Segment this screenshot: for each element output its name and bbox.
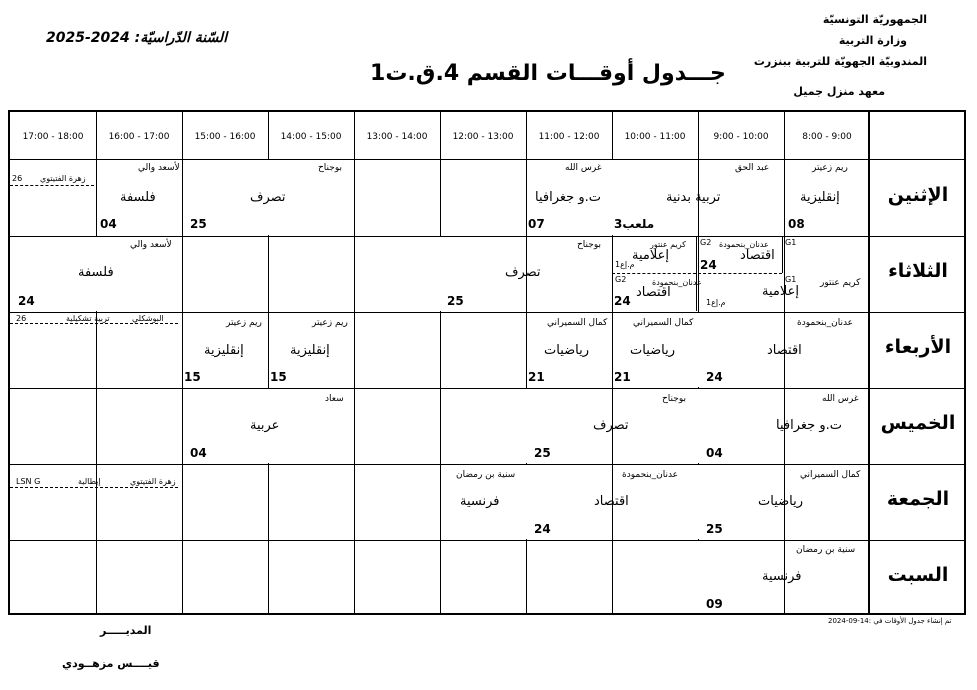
cell-room: 15 <box>270 370 287 384</box>
time-slot: 16:00 - 17:00 <box>108 132 170 142</box>
cell-room: LSN G <box>16 477 41 486</box>
cell-teacher: عدنان_بنحمودة <box>622 470 679 480</box>
cell-teacher: ريم زعيتر <box>312 318 348 328</box>
time-slot: 9:00 - 10:00 <box>713 132 769 142</box>
time-slot: 14:00 - 15:00 <box>280 132 342 142</box>
cell-room: 25 <box>190 217 207 231</box>
day-wednesday: الأربعاء <box>884 336 952 358</box>
cell-teacher: زهرة الفتيتوي <box>40 174 86 183</box>
cell-subject: إيطالية <box>78 477 101 486</box>
cell-subject: فلسفة <box>78 265 114 280</box>
cell-teacher: سنية بن رمضان <box>456 470 516 480</box>
cell-subject: اقتصاد <box>636 285 671 300</box>
republic-label: الجمهوريّة التونسيّة <box>822 13 927 26</box>
cell-subject: اقتصاد <box>594 494 629 509</box>
cell-teacher: عبد الحق <box>735 163 770 173</box>
day-friday: الجمعة <box>886 488 950 510</box>
cell-teacher: كريم عنتور <box>650 240 686 249</box>
cell-room: 08 <box>788 217 805 231</box>
time-slot: 13:00 - 14:00 <box>366 132 428 142</box>
cell-teacher: ريم زعيتر <box>812 163 848 173</box>
school-year: السّنة الدّراسيّة: 2024-2025 <box>46 30 228 46</box>
cell-teacher: بوجناح <box>577 240 601 250</box>
cell-room: م.إع1 <box>706 298 726 307</box>
cell-subject: اقتصاد <box>740 248 775 263</box>
group-tag: G1 <box>785 238 797 247</box>
cell-subject: إنقليزية <box>204 343 244 358</box>
cell-teacher: غرس الله <box>565 163 602 173</box>
cell-room: 04 <box>190 446 207 460</box>
cell-room: 25 <box>447 294 464 308</box>
cell-room: 24 <box>700 258 717 272</box>
day-saturday: السبت <box>887 564 949 586</box>
cell-teacher: ريم زعيتر <box>226 318 262 328</box>
group-tag: G2 <box>615 275 627 284</box>
cell-room: 25 <box>706 522 723 536</box>
cell-teacher: سعاد <box>325 394 344 404</box>
cell-teacher: بوجناح <box>662 394 686 404</box>
generated-stamp: تم إنشاء جدول الأوقات في :14-09-2024 <box>828 617 952 625</box>
cell-teacher: بوجناح <box>318 163 342 173</box>
cell-subject: تصرف <box>250 190 286 205</box>
day-monday: الإثنين <box>887 184 949 206</box>
cell-room: ملعب3 <box>614 217 655 231</box>
cell-room: 15 <box>184 370 201 384</box>
time-slot: 11:00 - 12:00 <box>538 132 600 142</box>
cell-subject: فرنسية <box>762 569 802 584</box>
cell-room: م.إع1 <box>615 260 635 269</box>
director-label: المديـــــر <box>100 624 152 637</box>
director-name: قيــــس مزهــودي <box>62 657 160 670</box>
cell-subject: إعلامية <box>762 284 799 299</box>
cell-teacher: كريم عنتور <box>820 278 861 288</box>
cell-room: 24 <box>534 522 551 536</box>
cell-subject: تصرف <box>593 418 629 433</box>
cell-teacher: غرس الله <box>822 394 859 404</box>
cell-room: 24 <box>706 370 723 384</box>
cell-subject: إنقليزية <box>800 190 840 205</box>
cell-room: 04 <box>100 217 117 231</box>
cell-room: 07 <box>528 217 545 231</box>
cell-teacher: عدنان_بنحمودة <box>652 278 702 287</box>
cell-subject: تصرف <box>505 265 541 280</box>
cell-subject: إنقليزية <box>290 343 330 358</box>
group-tag: G1 <box>785 275 797 284</box>
cell-teacher: زهرة الفتيتوي <box>130 477 176 486</box>
cell-teacher: سنية بن رمضان <box>796 545 856 555</box>
cell-room: 09 <box>706 597 723 611</box>
cell-room: 21 <box>528 370 545 384</box>
cell-teacher: كمال السميراني <box>800 470 861 480</box>
cell-room: 26 <box>16 314 27 323</box>
cell-subject: تربية تشكيلية <box>66 314 110 323</box>
cell-subject: ت.و جغرافيا <box>776 418 842 433</box>
cell-teacher: لأسعد والي <box>130 240 172 250</box>
cell-subject: رياضيات <box>758 494 804 509</box>
cell-room: 26 <box>12 174 23 183</box>
cell-subject: فلسفة <box>120 190 156 205</box>
cell-teacher: عدنان_بنحمودة <box>797 318 854 328</box>
time-slot: 10:00 - 11:00 <box>624 132 686 142</box>
cell-teacher: كمال السميراني <box>547 318 608 328</box>
cell-subject: اقتصاد <box>767 343 802 358</box>
ministry-label: وزارة التربية <box>838 34 907 47</box>
cell-room: 24 <box>18 294 35 308</box>
cell-teacher: البوشكلي <box>132 314 164 323</box>
time-slot: 17:00 - 18:00 <box>22 132 84 142</box>
cell-subject: ت.و جغرافيا <box>535 190 601 205</box>
time-slot: 15:00 - 16:00 <box>194 132 256 142</box>
group-tag: G2 <box>700 238 712 247</box>
cell-room: 21 <box>614 370 631 384</box>
page-title: جـــدول أوقـــات القسم 4.ق.ت1 <box>370 61 726 86</box>
cell-subject: إعلامية <box>632 248 669 263</box>
cell-subject: فرنسية <box>460 494 500 509</box>
cell-teacher: كمال السميراني <box>633 318 694 328</box>
day-tuesday: الثلاثاء <box>888 260 948 282</box>
time-slot: 8:00 - 9:00 <box>802 132 852 142</box>
cell-subject: رياضيات <box>544 343 590 358</box>
cell-teacher: لأسعد والي <box>138 163 180 173</box>
cell-teacher: عدنان_بنحمودة <box>719 240 769 249</box>
school-label: معهد منزل جميل <box>793 85 885 98</box>
cell-room: 25 <box>534 446 551 460</box>
timetable-grid <box>8 110 966 615</box>
cell-subject: عربية <box>250 418 280 433</box>
time-slot: 12:00 - 13:00 <box>452 132 514 142</box>
directorate-label: المندوبيّة الجهويّة للتربية ببنزرت <box>753 55 927 68</box>
cell-room: 04 <box>706 446 723 460</box>
cell-room: 24 <box>614 294 631 308</box>
cell-subject: تربية بدنية <box>666 190 721 205</box>
cell-subject: رياضيات <box>630 343 676 358</box>
day-thursday: الخميس <box>880 412 956 434</box>
